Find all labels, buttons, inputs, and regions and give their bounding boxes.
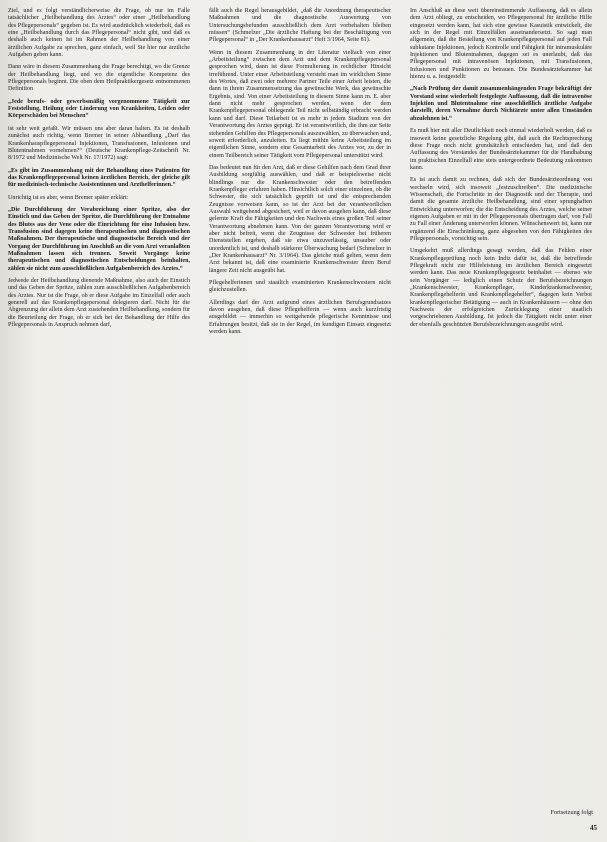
paragraph: Es ist auch damit zu rechnen, daß sich der Bundesärzteordnung von wechseln wird, sich insoweit „festzuschreiben“. Die medizinische Wissenschaft, die Fortschritte in der Diagnostik und der Therapie, und damit die gesamte ärztliche Heilbehandlung, sind einer sprunghaften Entwicklung unterworfen; die die Entscheidung des Arztes, welche seiner eigenen Aufgaben er mit in der Pflegepersonals übertragen darf, von Fall zu Fall einer Änderung unterworfen können. Wünschenswert ist, kann nur ergänzend die Einschränkung, ganz abgesehen von den Fähigkeiten des Pflegepersonals, vorsichtig sein.: [410, 177, 592, 242]
quoted-paragraph: „Die Durchführung der Verabreichung einer Spritze, also der Einstich und das Geben der Spritze, die Durchführung der Entnahme des Blutes aus der Vene oder die Einrichtung für eine Infusion bzw. Transfusion sind dagegen keine therapeutischen und diagnostischen Maßnahmen. Der therapeutische und diagnostische Bereich und der Vorgang der Durchführung im Anschluß an die vom Arzt veranlaßten Maßnahmen lassen sich trennen. Soweit Vorgänge keine therapeutischen und diagnostischen Entscheidungen beinhalten, zählen sie nicht zum ausschließlichen Aufgabenbereich des Arztes.“: [8, 206, 190, 272]
page-number: 45: [590, 824, 597, 832]
paragraph: Wenn in diesem Zusammenhang in der Literatur vielfach von einer „Arbeitsteilung“ zwischen dem Arzt und dem Krankenpflegepersonal gesprochen wird, dann ist diese Formulierung in rechtlicher Hinsicht irreführend. Unter einer Arbeitsteilung versteht man im wirklichen Sinne des Wortes, daß zwei oder mehrere Partner Teile einer Arbeit leisten, die dann in ihrem Zusammensetzung das gewünschte Werk, das gewünschte Ergebnis, sind. Von einer Arbeitsteilung in diesem Sinne kann m. E. aber dann nicht mehr gesprochen werden, wenn der dem Krankenpflegepersonal obliegende Teil nicht selbständig erbracht werden kann und darf. Diese Teilarbeit ist es mehr in jedem Stadium von der Verantwortung des Arztes geprägt. Er ist verantwortlich, die ihm zur Seite stehenden Gehilfen des Pflegepersonals auszuwählen, zu überwachen und, soweit erforderlich, anzuleiten. Es liegt mithin keine Arbeitsteilung im eigentlichen Sinne, sondern eine Gesamtarbeit des Arztes vor, zu der in einem Teilbereich seiner Tätigkeit vom Pflegepersonal unterstützt wird.: [209, 49, 391, 159]
quoted-paragraph: „Jede berufs- oder gewerbsmäßig vorgenommene Tätigkeit zur Feststellung, Heilung oder Linderung von Krankheiten, Leiden oder Körperschäden bei Menschen“: [8, 98, 190, 120]
paragraph: Im Anschluß an diese weit übereinstimmende Auffassung, daß es allein dem Arzt obliegt, zu entscheiden, wo Pflegepersonal für ärztliche Hilfe eingesetzt werden kann, hat sich eine gewisse Kasuistik entwickelt, die sich in der Regel mit Einzelfällen auseinandersetzt. So sagt man allgemein, daß die Bestellung von Krankenpflegepersonal auf jeden Fall subkutane Injektionen, jedoch Kontrolle und Fähigkeit für intramuskuläre Injektionen und Blutentnahmen, dagegen sei es unerlaubt, daß das Pflegepersonal mit intravenösen Injektionen, mit Transfusionen, Infusionen und Punktionen zu betrauen. Die Bundesärztekammer hat hierzu u. a. festgestellt:: [410, 8, 592, 81]
paragraph: Ziel, und es folgt verständlicherweise die Frage, ob nur im Falle tatsächlicher „Heilbehandlung des Arztes“ oder einer „Heilbehandlung des Pflegepersonals“ gegeben ist. Es wird ausdrücklich wiederholt, daß es eine „Heilbehandlung durch das Pflegepersonal“ nicht gibt, und daß es deshalb auch keinen Ist im Rahmen der Heilbehandlung von einer ärztlichen Aufgabe zu sprechen, ganz einfach, weil Sie hier nur ärztliche Aufgaben geben kann.: [8, 8, 190, 59]
paragraph: Es muß hier mit aller Deutlichkeit noch einmal wiederholt werden, daß es insoweit keine gesetzliche Regelung gibt, daß auch die Rechtsprechung diese Frage noch nicht grundsätzlich entschieden hat, und daß den Auffassung des Vorstandes der Bundesärztekammer für die Handhabung im praktischen Einzelfall eine stets untergeordnete Bedeutung zukommen kann.: [410, 128, 592, 171]
paragraph: Jedwede der Heilbehandlung dienende Maßnahme, also auch der Einstich und das Geben der Spritze, zählen zum ausschließlichen Aufgabenbereich des Arztes. Nur ist die Frage, ob er diese Aufgabe im Einzelfall oder auch generell auf das Krankenpflegepersonal delegieren darf. Nicht für die Abgrenzung der allein dem Arzt zustehenden Heilbehandlung, sondern für die Beurteilung der Frage, ob er sich bei der Behandlung der Hilfe des Pflegepersonals in Anspruch nehmen darf,: [8, 278, 190, 329]
paragraph: Pflegehelferinnen und staatlich examinierten Krankenschwestern nicht gleichzustellen.: [209, 280, 391, 294]
quoted-paragraph: „Nach Prüfung der damit zusammenhängenden Frage bekräftigt der Vorstand seine wiederholt festgelegte Auffassung, daß die intravenöse Injektion und Blutentnahme eine ausschließlich ärztliche Aufgabe darstellt, deren Vornahme durch Nichtärzte unter allen Umständen abzulehnen ist.“: [410, 86, 592, 122]
text-column-left: [8, 8, 190, 334]
text-column-middle: [209, 8, 391, 341]
paragraph: Umgekehrt muß allerdings gesagt werden, daß das Fehlen einer Krankenpflegeprüfung noch kein Indiz dafür ist, daß die betreffende Pflegekraft nicht zur Hilfeleistung im ärztlichen Bereich eingesetzt werden kann. Das neue Krankenpflegegesetz beinhaltet — ebenso wie sein Vorgänger — lediglich einen Schutz der Berufsbezeichnungen „Krankenschwester, Krankenpfleger, Kinderkrankenschwester, Krankenpflegehelferin und Krankenpflegehelfer“, dagegen kein Verbot krankenpflegerischer Betätigung — auch in Krankenhäusern — ohne den Nachweis der erfolgreichen Zurücklegung einer staatlich vorgeschriebenen Ausbildung. Ist jedoch die Tätigkeit nicht unter einer der ebenfalls geschützten Berufsbezeichnungen ausgeübt wird.: [410, 248, 592, 328]
paragraph: ist sehr weit gefaßt. Wir müssen uns aber daran halten. Es ist deshalb zunächst auch richtig, wenn Bremer in seiner Abhandlung „Darf das Krankenhauspflegepersonal Injektionen, Transfusionen, Infusionen und Blutentnahmen vornehmen?“ (Deutsche Krankenpflege-Zeitschrift Nr. 8/1972 und Medizinische Welt Nr. 17/1972) sagt:: [8, 125, 190, 162]
paragraph: Unrichtig ist es aber, wenn Bremer später erklärt:: [8, 194, 129, 201]
continuation-note: Fortsetzung folgt: [550, 809, 593, 816]
paragraph: fällt auch die Regel herausgebildet, „daß die Anordnung therapeutischer Maßnahmen und die diagnostische Auswertung von Untersuchungsbefunden ausschließlich dem Arzt vorbehalten bleiben müssen“ (Schmelzer „Die ärztliche Haftung bei der Beschäftigung von Pflegepersonal“ in „Der Krankenhausarzt“ Heft 3/1964, Seite 81).: [209, 8, 391, 44]
paragraph: Das bedeutet nun für den Arzt, daß er diese Gehilfen nach dem Grad ihrer Ausbildung sorgfältig auswählen, und daß er beispielsweise nicht blindlings nur die Krankenschwester oder den betreffenden Krankenpfleger erfahren haben. Hinsichtlich solch einer einzelnen, ob die Schwester, die sich tatsächlich geprüft ist und die entsprechenden Zeugnisse vorweisen kann, so ist der Arzt bei der verantwortlichen Auswahl weitgehend abgesichert, weil er davon ausgehen kann, daß diese gelernte Kraft die Fähigkeiten und den Nachweis eines großen Teil seiner Verantwortung abnehmen kann. Von der ganzen Verantwortung wird er aber nicht befreit, wenn die Zeugnisse der Schwester bei früheren Dienststellen ergeben, daß sie etwa unzuverlässig, unsauber oder unordentlich ist, und deshalb stärkerer Überwachung bedarf (Schmelzer in „Der Krankenhausarzt“ Nr. 3/1964). Das gleiche muß gelten, wenn dem Arzt bekannt ist, daß eine examinierte Krankenschwester ihren Beruf längere Zeit nicht ausgeübt hat.: [209, 164, 391, 274]
paragraph: Dann wäre in diesem Zusammenhang die Frage berechtigt, wo die Grenze der Heilbehandlung liegt, und wo die eigentliche Kompetenz des Pflegepersonals beginnt. Die oben dem Heilpraktikergesetz entnommenen Definition: [8, 64, 190, 93]
quoted-paragraph: „Es gibt im Zusammenhang mit der Behandlung eines Patienten für das Krankenpflegepersonal keinen ärztlichen Bereich, der gleiche gilt für medizinisch-technische Assistentinnen und Arzthelferinnen.“: [8, 167, 190, 189]
paragraph: Allerdings darf der Arzt aufgrund eines ärztlichen Berufsgrundsatzes davon ausgehen, daß diese Pflegehelferin — wenn auch kurzfristig ausgebildet — immerhin so weitgehende pflegerische Kenntnisse und Erfahrungen besitzt, daß sie in der Regel, im kundigen Einsatz eingesetzt werden kann.: [209, 299, 391, 336]
text-column-right: [410, 8, 592, 334]
